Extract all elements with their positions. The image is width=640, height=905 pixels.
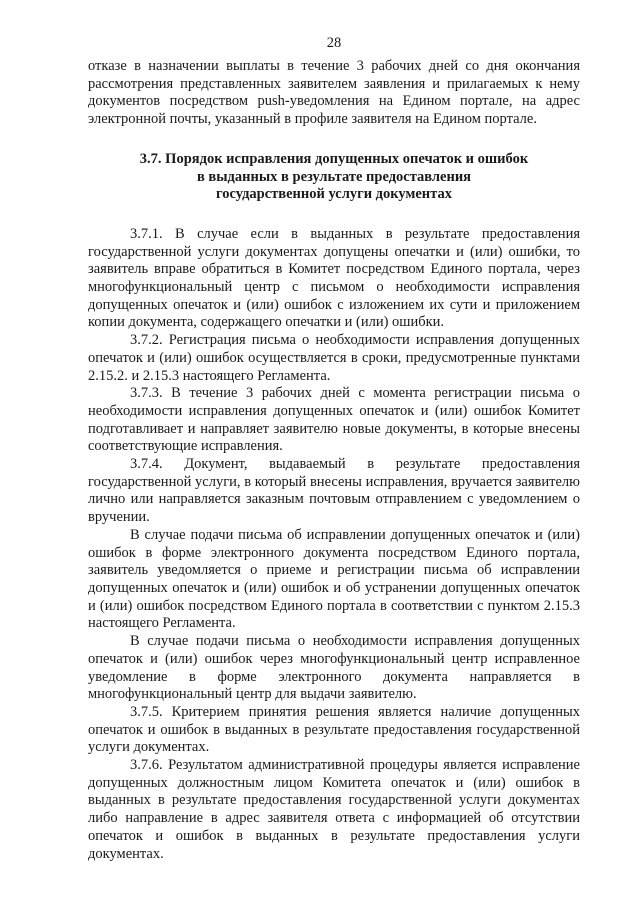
section-title-line-2: в выданных в результате предоставления [196,168,472,185]
paragraph-3-7-4: 3.7.4. Документ, выдаваемый в результате предоставления государственной услуги, в который внесены исправления, вручается заявителю лично или направляется заказным почтовым отправлением с уведомлением о вручении. [88,456,580,526]
paragraph-3-7-1: 3.7.1. В случае если в выданных в результате предоставления государственной услуги документах допущены опечатки и (или) ошибки, то заявитель вправе обратиться в Комитет посредством Единого портала, через многофункциональный центр с письмом о необходимости исправления допущенных опечаток и (или) ошибок с изложением их сути и приложением копии документа, содержащего опечатки и (или) ошибки. [88,225,580,331]
intro-paragraph: отказе в назначении выплаты в течение 3 рабочих дней со дня окончания рассмотрения представленных заявителем заявления и прилагаемых к нему документов посредством push-уведомления на Едином портале, на адрес электронной почты, указанный в профиле заявителя на Едином портале. [88,58,580,128]
section-title [88,151,580,204]
section-title-line-1: 3.7. Порядок исправления допущенных опечаток и ошибок [139,150,529,167]
paragraph-3-7-5: 3.7.5. Критерием принятия решения является наличие допущенных опечаток и ошибок в выданных в результате предоставления государственной услуги документах. [88,703,580,756]
page-number: 28 [326,35,342,51]
document-page [88,34,580,863]
paragraph-electronic-notice: В случае подачи письма об исправлении допущенных опечаток и (или) ошибок в форме электронного документа посредством Единого портала, заявитель уведомляется о приеме и регистрации письма об исправлении допущенных опечаток и (или) ошибок и об устранении допущенных опечаток и (или) ошибок посредством Единого портала в соответствии с пунктом 2.15.3 настоящего Регламента. [88,526,580,632]
paragraph-3-7-2: 3.7.2. Регистрация письма о необходимости исправления допущенных опечаток и (или) ошибок осуществляется в сроки, предусмотренные пунктами 2.15.2. и 2.15.3 настоящего Регламента. [88,332,580,384]
paragraph-3-7-6: 3.7.6. Результатом административной процедуры является исправление допущенных должностным лицом Комитета опечаток и (или) ошибок в выданных в результате предоставления государственной услуги документах либо направление в адрес заявителя ответа с информацией об отсутствии опечаток и ошибок в выданных в результате предоставления услуги документах. [88,757,580,862]
section-title-line-3: государственной услуги документах [216,186,452,203]
paragraph-mfc-notice: В случае подачи письма о необходимости исправления допущенных опечаток и (или) ошибок через многофункциональный центр исправленное уведомление в форме электронного документа направляется в многофункциональный центр для выдачи заявителю. [88,633,580,703]
paragraph-3-7-3: 3.7.3. В течение 3 рабочих дней с момента регистрации письма о необходимости исправления допущенных опечаток и (или) ошибок Комитет подготавливает и направляет заявителю новые документы, в которые внесены соответствующие исправления. [88,385,580,455]
